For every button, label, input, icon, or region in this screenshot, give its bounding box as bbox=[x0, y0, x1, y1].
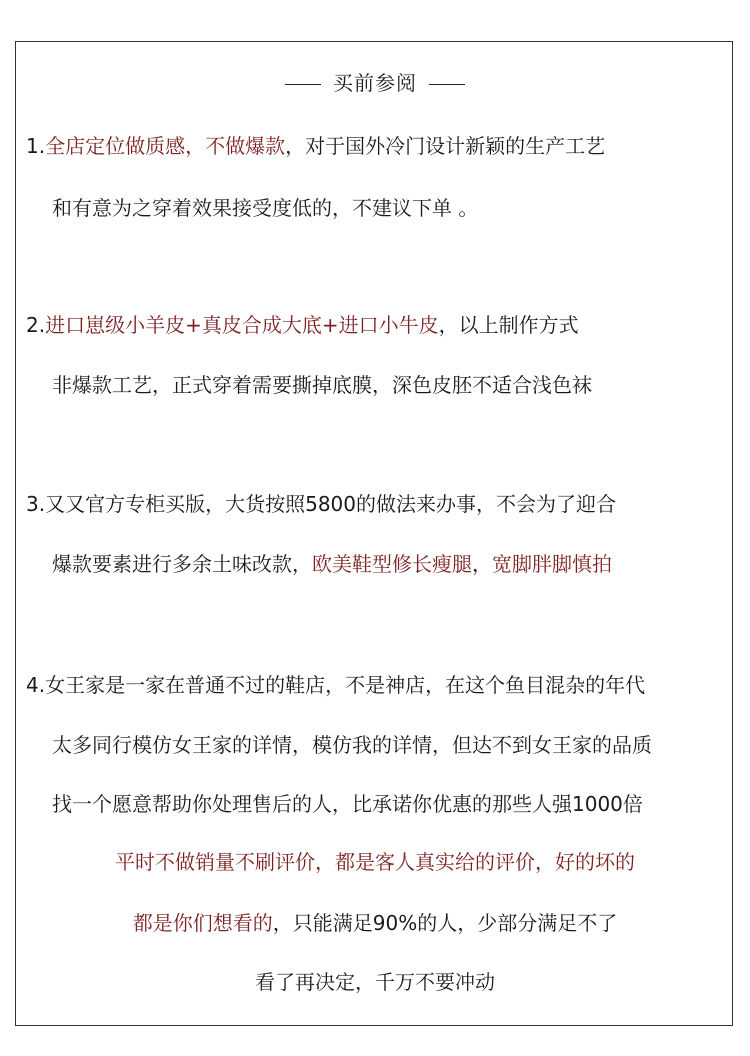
section-2-line-1 bbox=[26, 310, 579, 340]
closing-line-2 bbox=[0, 908, 750, 938]
section-3-highlight-2: 宽脚胖脚慎拍 bbox=[492, 552, 612, 576]
closing-text-3: 看了再决定，千万不要冲动 bbox=[255, 970, 495, 994]
section-4-line-2 bbox=[52, 730, 652, 760]
title-left-rule bbox=[285, 84, 321, 85]
section-3-line-2 bbox=[52, 549, 612, 579]
title-text: 买前参阅 bbox=[333, 71, 417, 95]
section-1-highlight: 全店定位做质感，不做爆款 bbox=[45, 134, 286, 158]
section-1-line-2 bbox=[52, 193, 478, 223]
section-1-number: 1. bbox=[26, 134, 46, 158]
section-3-line-1 bbox=[26, 489, 616, 519]
section-3-separator: ， bbox=[472, 552, 492, 576]
section-2-number: 2. bbox=[26, 313, 46, 337]
section-4-text: 女王家是一家在普通不过的鞋店，不是神店，在这个鱼目混杂的年代 bbox=[45, 673, 646, 697]
section-4-text-3: 找一个愿意帮助你处理售后的人，比承诺你优惠的那些人强1000倍 bbox=[52, 792, 643, 816]
closing-highlight-2: 都是你们想看的 bbox=[132, 911, 273, 935]
section-1-line-1 bbox=[26, 131, 605, 161]
closing-highlight-1: 平时不做销量不刷评价，都是客人真实给的评价，好的坏的 bbox=[115, 850, 635, 874]
section-4-number: 4. bbox=[26, 673, 46, 697]
section-3-number: 3. bbox=[26, 492, 46, 516]
section-title bbox=[0, 68, 750, 98]
section-4-line-3 bbox=[52, 789, 643, 819]
title-right-rule bbox=[429, 84, 465, 85]
closing-line-3 bbox=[0, 967, 750, 997]
section-4-line-1 bbox=[26, 670, 645, 700]
closing-line-1 bbox=[0, 847, 750, 877]
section-2-text: ，以上制作方式 bbox=[438, 313, 579, 337]
content-frame bbox=[15, 41, 733, 1026]
section-2-highlight: 进口崽级小羊皮+真皮合成大底+进口小牛皮 bbox=[45, 313, 439, 337]
section-4-text-2: 太多同行模仿女王家的详情，模仿我的详情，但达不到女王家的品质 bbox=[52, 733, 652, 757]
section-3-text: 又又官方专柜买版，大货按照5800的做法来办事，不会为了迎合 bbox=[45, 492, 616, 516]
section-1-text: ，对于国外冷门设计新颖的生产工艺 bbox=[285, 134, 606, 158]
section-2-text-2: 非爆款工艺，正式穿着需要撕掉底膜，深色皮胚不适合浅色袜 bbox=[52, 373, 592, 397]
closing-text-2: ，只能满足90%的人，少部分满足不了 bbox=[272, 911, 618, 935]
section-2-line-2 bbox=[52, 370, 592, 400]
section-3-text-2: 爆款要素进行多余土味改款， bbox=[52, 552, 312, 576]
section-1-text-2: 和有意为之穿着效果接受度低的，不建议下单 。 bbox=[52, 196, 479, 220]
section-3-highlight-1: 欧美鞋型修长瘦腿 bbox=[312, 552, 472, 576]
